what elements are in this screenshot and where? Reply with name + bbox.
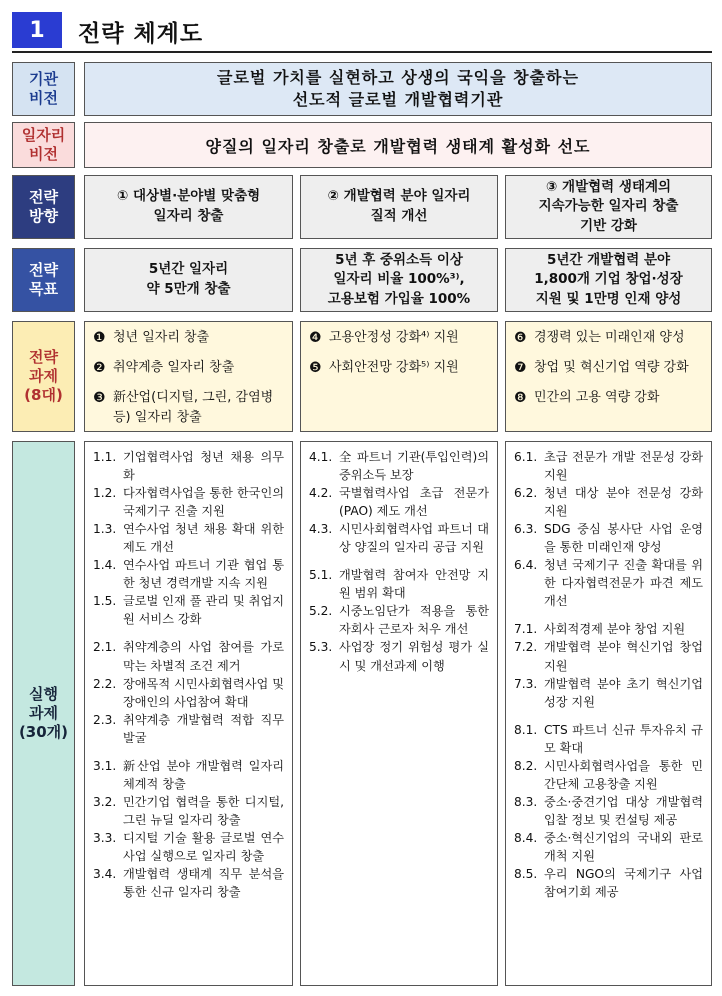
action-item [514, 675, 703, 711]
action-item [93, 592, 284, 628]
action-no: 1.5. [93, 594, 117, 609]
direction-cell-2: ② 개발협력 분야 일자리 질적 개선 [300, 175, 498, 239]
task-item [514, 328, 703, 349]
action-no: 4.2. [309, 486, 333, 501]
direction-cell-3: ③ 개발협력 생태계의 지속가능한 일자리 창출 기반 강화 [505, 175, 712, 239]
action-text: 중소·혁신기업의 국내외 판로개척 지원 [544, 830, 703, 863]
action-group-2 [93, 638, 284, 746]
action-item [93, 484, 284, 520]
org-vision-text [84, 62, 712, 116]
task-text: 취약계층 일자리 창출 [113, 360, 235, 375]
action-text: 우리 NGO의 국제기구 사업 참여기회 제공 [544, 867, 703, 900]
action-item [93, 711, 284, 747]
org-vision-line2: 선도적 글로벌 개발협력기관 [292, 90, 504, 109]
task-text: 경쟁력 있는 미래인재 양성 [534, 330, 685, 345]
label-action-tasks: 실행 과제 (30개) [12, 441, 75, 986]
task-number-icon: ❶ [93, 330, 106, 346]
action-item [93, 638, 284, 674]
action-text: 민간기업 협력을 통한 디지털, 그린 뉴딜 일자리 창출 [123, 794, 284, 827]
action-text: 국별협력사업 초급 전문가(PAO) 제도 개선 [339, 486, 489, 519]
action-item [309, 602, 489, 638]
task-number-icon: ❹ [309, 330, 322, 346]
label-strategic-tasks: 전략 과제 (8대) [12, 321, 75, 432]
action-item [93, 757, 284, 793]
action-item [309, 448, 489, 484]
action-no: 6.4. [514, 558, 538, 573]
goal-cell-2: 5년 후 중위소득 이상 일자리 비율 100%³⁾, 고용보험 가입율 100% [300, 248, 498, 312]
action-item [93, 793, 284, 829]
action-item [514, 757, 703, 793]
action-text: 장애목적 시민사회협력사업 및 장애인의 사업참여 확대 [123, 676, 284, 709]
section-number: 1 [12, 12, 62, 48]
action-no: 8.3. [514, 794, 538, 809]
action-item [309, 566, 489, 602]
action-text: SDG 중심 봉사단 사업 운영을 통한 미래인재 양성 [544, 522, 703, 555]
action-text: 청년 대상 분야 전문성 강화 지원 [544, 486, 703, 519]
action-text: 취약계층 개발협력 적합 직무 발굴 [123, 712, 284, 745]
task-text: 창업 및 혁신기업 역량 강화 [534, 360, 689, 375]
action-text: 디지털 기술 활용 글로벌 연수사업 실행으로 일자리 창출 [123, 830, 284, 863]
task-text: 민간의 고용 역량 강화 [534, 390, 660, 405]
action-text: 全 파트너 기관(투입인력)의 중위소득 보장 [339, 450, 489, 483]
action-group-8 [514, 721, 703, 901]
task-text: 청년 일자리 창출 [113, 330, 210, 345]
action-no: 8.5. [514, 867, 538, 882]
action-no: 7.3. [514, 676, 538, 691]
action-text: 개발협력 분야 초기 혁신기업 성장 지원 [544, 676, 703, 709]
action-no: 2.3. [93, 712, 117, 727]
task-item [93, 388, 284, 427]
task-item [309, 358, 489, 379]
action-text: 중소·중견기업 대상 개발협력 입찰 정보 및 컨설팅 제공 [544, 794, 703, 827]
action-group-4 [309, 448, 489, 556]
action-text: 시중노임단가 적용을 통한 자회사 근로자 처우 개선 [339, 604, 489, 637]
action-item [93, 448, 284, 484]
actions-col-1 [84, 441, 293, 986]
action-text: 다자협력사업을 통한 한국인의 국제기구 진출 지원 [123, 486, 284, 519]
action-no: 8.4. [514, 830, 538, 845]
tasks-col-3 [505, 321, 712, 432]
action-item [514, 520, 703, 556]
action-text: 글로벌 인재 풀 관리 및 취업지원 서비스 강화 [123, 594, 284, 627]
action-text: 시민사회협력사업 파트너 대상 양질의 일자리 공급 지원 [339, 522, 489, 555]
task-item [514, 358, 703, 379]
action-group-3 [93, 757, 284, 901]
action-item [514, 829, 703, 865]
action-no: 6.1. [514, 450, 538, 464]
action-text: 新산업 분야 개발협력 일자리 체계적 창출 [123, 758, 284, 791]
action-text: 개발협력 참여자 안전망 지원 범위 확대 [339, 568, 489, 601]
action-no: 7.2. [514, 640, 538, 655]
action-no: 4.1. [309, 450, 333, 464]
action-item [514, 620, 703, 638]
action-no: 3.1. [93, 758, 117, 773]
action-item [514, 484, 703, 520]
action-no: 1.1. [93, 450, 117, 464]
action-item [309, 520, 489, 556]
action-no: 6.3. [514, 522, 538, 537]
task-number-icon: ❺ [309, 360, 322, 376]
action-text: 개발협력 생태계 직무 분석을 통한 신규 일자리 창출 [123, 867, 284, 900]
label-goal: 전략 목표 [12, 248, 75, 312]
task-number-icon: ❽ [514, 390, 527, 406]
action-no: 3.2. [93, 794, 117, 809]
action-item [93, 675, 284, 711]
action-text: CTS 파트너 신규 투자유치 규모 확대 [544, 722, 703, 755]
action-group-5 [309, 566, 489, 674]
action-item [514, 865, 703, 901]
section-title: 전략 체계도 [78, 21, 204, 47]
action-item [514, 556, 703, 610]
action-no: 5.2. [309, 604, 333, 619]
goal-cell-1: 5년간 일자리 약 5만개 창출 [84, 248, 293, 312]
task-item [93, 358, 284, 379]
action-text: 기업협력사업 청년 채용 의무화 [123, 450, 284, 483]
action-no: 5.1. [309, 568, 333, 583]
action-no: 1.2. [93, 486, 117, 501]
action-no: 1.4. [93, 558, 117, 573]
action-item [514, 448, 703, 484]
label-job-vision: 일자리 비전 [12, 122, 75, 168]
action-text: 사회적경제 분야 창업 지원 [544, 622, 686, 637]
action-group-7 [514, 620, 703, 710]
goal-cell-3: 5년간 개발협력 분야 1,800개 기업 창업·성장 지원 및 1만명 인재 양성 [505, 248, 712, 312]
action-no: 7.1. [514, 622, 538, 637]
action-item [93, 829, 284, 865]
action-group-6 [514, 448, 703, 610]
job-vision-text: 양질의 일자리 창출로 개발협력 생태계 활성화 선도 [84, 122, 712, 168]
direction-cell-1: ① 대상별·분야별 맞춤형 일자리 창출 [84, 175, 293, 239]
action-text: 사업장 정기 위험성 평가 실시 및 개선과제 이행 [339, 640, 489, 673]
action-text: 연수사업 파트너 기관 협업 통한 청년 경력개발 지속 지원 [123, 558, 284, 591]
task-number-icon: ❼ [514, 360, 527, 376]
action-item [514, 793, 703, 829]
action-text: 시민사회협력사업을 통한 민간단체 고용창출 지원 [544, 758, 703, 791]
action-no: 1.3. [93, 522, 117, 537]
header-divider [12, 51, 712, 53]
label-direction: 전략 방향 [12, 175, 75, 239]
action-no: 4.3. [309, 522, 333, 537]
task-item [309, 328, 489, 349]
action-text: 초급 전문가 개발 전문성 강화 지원 [544, 450, 703, 483]
section-header [12, 12, 712, 48]
action-text: 개발협력 분야 혁신기업 창업 지원 [544, 640, 703, 673]
action-group-1 [93, 448, 284, 628]
action-text: 연수사업 청년 채용 확대 위한 제도 개선 [123, 522, 284, 555]
action-item [514, 721, 703, 757]
action-text: 취약계층의 사업 참여를 가로막는 차별적 조건 제거 [123, 640, 284, 673]
action-no: 2.1. [93, 640, 117, 655]
action-item [93, 520, 284, 556]
task-text: 新산업(디지털, 그린, 감염병 등) 일자리 창출 [113, 390, 274, 425]
task-text: 사회안전망 강화⁵⁾ 지원 [329, 360, 459, 375]
task-number-icon: ❻ [514, 330, 527, 346]
org-vision-line1: 글로벌 가치를 실현하고 상생의 국익을 창출하는 [217, 67, 579, 87]
action-no: 5.3. [309, 640, 333, 655]
task-text: 고용안정성 강화⁴⁾ 지원 [329, 330, 459, 345]
task-number-icon: ❷ [93, 360, 106, 376]
task-item [93, 328, 284, 349]
actions-col-3 [505, 441, 712, 986]
label-org-vision: 기관 비전 [12, 62, 75, 116]
action-no: 8.2. [514, 758, 538, 773]
action-item [93, 556, 284, 592]
action-item [514, 638, 703, 674]
action-item [309, 638, 489, 674]
action-no: 3.4. [93, 867, 117, 882]
action-no: 8.1. [514, 722, 538, 737]
action-no: 6.2. [514, 486, 538, 501]
task-number-icon: ❸ [93, 390, 106, 406]
action-text: 청년 국제기구 진출 확대를 위한 다자협력전문가 파견 제도 개선 [544, 558, 703, 609]
action-no: 2.2. [93, 676, 117, 691]
action-no: 3.3. [93, 830, 117, 845]
action-item [309, 484, 489, 520]
actions-col-2 [300, 441, 498, 986]
tasks-col-1 [84, 321, 293, 432]
tasks-col-2 [300, 321, 498, 432]
action-item [93, 865, 284, 901]
task-item [514, 388, 703, 409]
